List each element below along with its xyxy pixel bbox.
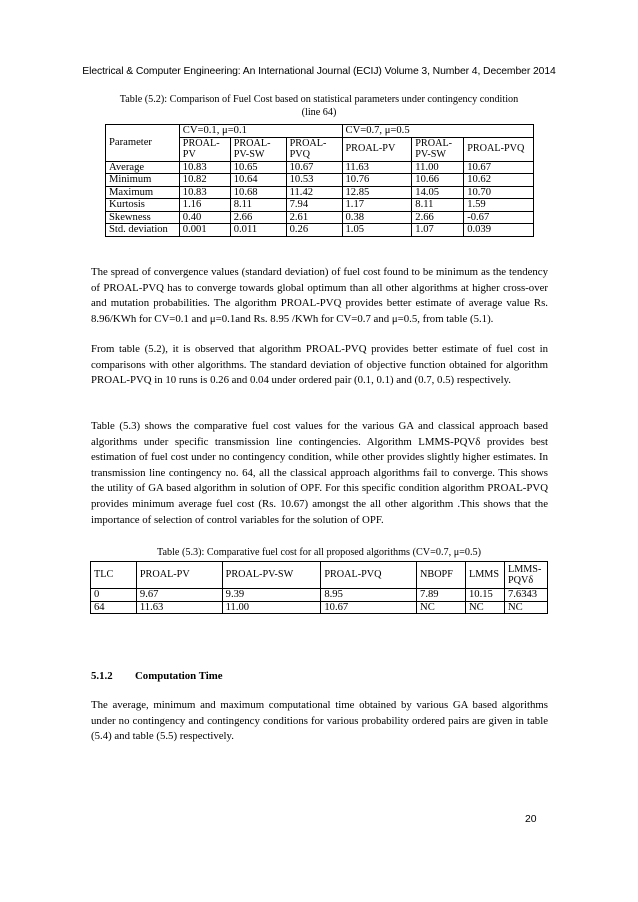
table-cell: 10.15	[465, 589, 504, 602]
col-header: PROAL-PV	[136, 562, 222, 589]
table-cell: 8.95	[321, 589, 417, 602]
table-cell: NC	[504, 601, 547, 614]
paragraph-table-5-3-discussion: Table (5.3) shows the comparative fuel cost values for the various GA and classical approach based algorithms under specific transmission line contingencies. Algorithm LMMS-PQVδ provides best estimation of fuel cost under no contingency condition, while other provides slightly higher estimates. In transmission line contingency no. 64, all the classical approach algorithms fail to converge. This shows the utility of GA based algorithm in solution of OPF. For this specific condition algorithm PROAL-PVQ provides minimum average fuel cost (Rs. 10.67) amongst the all other algorithm .This shows that the importance of selection of control variables for the solution of OPF.	[91, 420, 548, 526]
row-label: Std. deviation	[106, 224, 180, 237]
table-cell: 0	[91, 589, 137, 602]
table-cell: NC	[465, 601, 504, 614]
table-cell: 10.67	[321, 601, 417, 614]
table-cell: 2.66	[230, 211, 286, 224]
table-cell: 11.00	[222, 601, 321, 614]
table-5-2-caption-line1: Table (5.2): Comparison of Fuel Cost based on statistical parameters under contingency condition	[119, 94, 519, 105]
table-cell: 1.17	[342, 199, 412, 212]
table-cell: 1.16	[179, 199, 230, 212]
paragraph-spread-of-convergence: The spread of convergence values (standard deviation) of fuel cost found to be minimum as the tendency of PROAL-PVQ has to converge towards global optimum than all other algorithms at higher cross-over and mutation probabilities. The algorithm PROAL-PVQ provides better estimate of average value Rs. 8.96/KWh for CV=0.1 and μ=0.1and Rs. 8.95 /KWh for CV=0.7 and μ=0.5, from table (5.1).	[91, 266, 548, 325]
col-header: LMMS-PQVδ	[504, 562, 547, 589]
table-cell: 0.40	[179, 211, 230, 224]
table-row	[106, 161, 534, 174]
section-title: Computation Time	[135, 670, 223, 682]
col-header: PROAL-PVQ	[286, 137, 342, 161]
table-5-2	[105, 124, 534, 237]
table-cell: 8.11	[412, 199, 464, 212]
table-cell: 10.83	[179, 186, 230, 199]
group-header-1: CV=0.1, μ=0.1	[179, 125, 342, 138]
group-header-2: CV=0.7, μ=0.5	[342, 125, 534, 138]
table-cell: 11.00	[412, 161, 464, 174]
table-cell: 10.82	[179, 174, 230, 187]
table-cell: 10.53	[286, 174, 342, 187]
table-cell: 10.62	[464, 174, 534, 187]
table-cell: 10.64	[230, 174, 286, 187]
row-label: Kurtosis	[106, 199, 180, 212]
col-header: LMMS	[465, 562, 504, 589]
table-5-3-caption: Table (5.3): Comparative fuel cost for all proposed algorithms (CV=0.7, μ=0.5)	[156, 547, 482, 558]
table-cell: 2.61	[286, 211, 342, 224]
table-cell: 7.89	[417, 589, 466, 602]
table-cell: 11.42	[286, 186, 342, 199]
table-cell: -0.67	[464, 211, 534, 224]
table-cell: 10.67	[286, 161, 342, 174]
param-header: Parameter	[106, 125, 180, 162]
col-header: PROAL-PVQ	[321, 562, 417, 589]
table-cell: 10.66	[412, 174, 464, 187]
col-header: TLC	[91, 562, 137, 589]
table-cell: 0.001	[179, 224, 230, 237]
table-cell: 12.85	[342, 186, 412, 199]
section-heading	[91, 670, 223, 682]
table-cell: 10.67	[464, 161, 534, 174]
row-label: Minimum	[106, 174, 180, 187]
table-cell: 2.66	[412, 211, 464, 224]
row-label: Skewness	[106, 211, 180, 224]
table-cell: 11.63	[136, 601, 222, 614]
section-number: 5.1.2	[91, 670, 113, 682]
table-row	[106, 186, 534, 199]
col-header: PROAL-PVQ	[464, 137, 534, 161]
table-5-3	[90, 561, 548, 614]
page-number: 20	[525, 814, 537, 825]
col-header: PROAL-PV	[342, 137, 412, 161]
paragraph-from-table-5-2: From table (5.2), it is observed that algorithm PROAL-PVQ provides better estimate of fuel cost in comparisons with other algorithms. The standard deviation of objective function obtained for algorithm PROAL-PVQ in 10 runs is 0.26 and 0.04 under ordered pair (0.1, 0.1) and (0.7, 0.5) respectively.	[91, 343, 548, 387]
table-cell: 14.05	[412, 186, 464, 199]
table-5-2-caption-line2: (line 64)	[301, 107, 337, 118]
table-cell: 7.94	[286, 199, 342, 212]
table-cell: 9.39	[222, 589, 321, 602]
table-cell: 10.68	[230, 186, 286, 199]
table-header-row	[91, 562, 548, 589]
table-header-row	[106, 125, 534, 138]
table-cell: 1.07	[412, 224, 464, 237]
table-cell: 10.70	[464, 186, 534, 199]
table-cell: 1.05	[342, 224, 412, 237]
table-row	[106, 211, 534, 224]
table-row	[106, 224, 534, 237]
table-cell: 0.26	[286, 224, 342, 237]
table-cell: 10.83	[179, 161, 230, 174]
table-row	[106, 174, 534, 187]
table-row	[91, 589, 548, 602]
paragraph-computation-time: The average, minimum and maximum computational time obtained by various GA based algorithms under no contingency and contingency conditions for various probability ordered pairs are given in table (5.4) and table (5.5) respectively.	[91, 699, 548, 743]
table-row	[91, 601, 548, 614]
col-header: PROAL-PV-SW	[412, 137, 464, 161]
table-cell: 11.63	[342, 161, 412, 174]
table-cell: 9.67	[136, 589, 222, 602]
col-header: PROAL-PV	[179, 137, 230, 161]
table-row	[106, 199, 534, 212]
table-5-2-caption	[96, 93, 542, 119]
table-cell: 10.65	[230, 161, 286, 174]
col-header: PROAL-PV-SW	[230, 137, 286, 161]
table-cell: 0.38	[342, 211, 412, 224]
col-header: NBOPF	[417, 562, 466, 589]
row-label: Maximum	[106, 186, 180, 199]
table-cell: 7.6343	[504, 589, 547, 602]
col-header: PROAL-PV-SW	[222, 562, 321, 589]
journal-header: Electrical & Computer Engineering: An International Journal (ECIJ) Volume 3, Number 4, December 2014	[82, 66, 556, 77]
table-cell: NC	[417, 601, 466, 614]
table-cell: 1.59	[464, 199, 534, 212]
table-cell: 64	[91, 601, 137, 614]
table-cell: 0.011	[230, 224, 286, 237]
row-label: Average	[106, 161, 180, 174]
table-cell: 8.11	[230, 199, 286, 212]
table-cell: 0.039	[464, 224, 534, 237]
table-cell: 10.76	[342, 174, 412, 187]
